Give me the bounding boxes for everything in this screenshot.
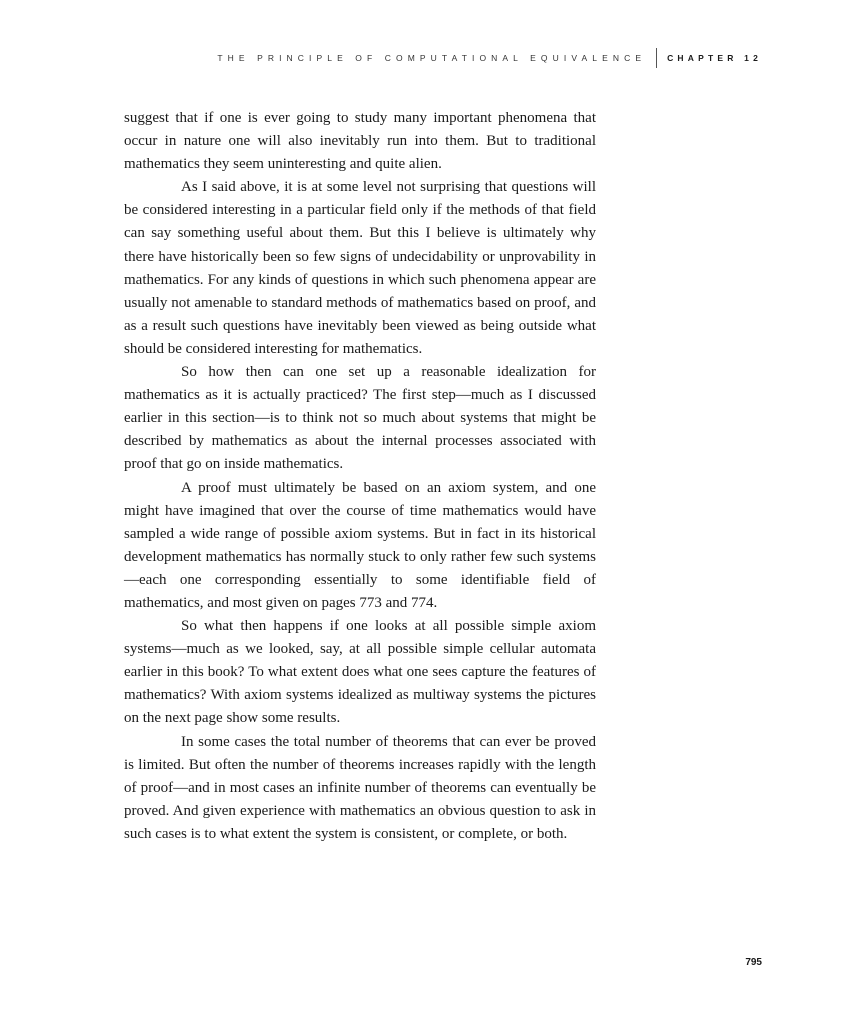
page-number: 795 — [745, 957, 762, 968]
paragraph-3: So how then can one set up a reasonable idealization for mathematics as it is actually practiced? The first step—much as I discussed earlier in this section—is to think not so much about systems that might be described by mathematics as about the internal processes associated with proof that go on inside mathematics. — [124, 364, 596, 473]
paragraph-6: In some cases the total number of theorems that can ever be proved is limited. But often the number of theorems increases rapidly with the length of proof—and in most cases an infinite number of theorems can eventually be proved. And given experience with mathematics an obvious question to ask in such cases is to what extent the system is consistent, or complete, or both. — [124, 733, 596, 842]
book-title: THE PRINCIPLE OF COMPUTATIONAL EQUIVALENCE — [217, 53, 647, 63]
body-text — [124, 107, 596, 846]
header-divider — [656, 48, 657, 68]
paragraph-1: suggest that if one is ever going to study many important phenomena that occur in nature one will also inevitably run into them. But to traditional mathematics they seem uninteresting and quite alien. — [124, 110, 596, 173]
paragraph-4: A proof must ultimately be based on an axiom system, and one might have imagined that over the course of time mathematics would have sampled a wide range of possible axiom systems. But in fact in its historical development mathematics has normally stuck to only rather few such systems—each one corresponding essentially to some identifiable field of mathematics, and most given on pages 773 and 774. — [124, 479, 596, 611]
running-head — [217, 48, 762, 68]
paragraph-5: So what then happens if one looks at all possible simple axiom systems—much as we looked, say, at all possible simple cellular automata earlier in this book? To what extent does what one sees capture the features of mathematics? With axiom systems idealized as multiway systems the pictures on the next page show some results. — [124, 618, 596, 727]
paragraph-2: As I said above, it is at some level not surprising that questions will be considered interesting in a particular field only if the methods of that field can say something useful about them. But this I believe is ultimately why there have historically been so few signs of undecidability or unprovability in mathematics. For any kinds of questions in which such phenomena appear are usually not amenable to standard methods of mathematics based on proof, and as a result such questions have inevitably been viewed as being outside what should be considered interesting for mathematics. — [124, 179, 596, 357]
chapter-label: CHAPTER 12 — [667, 53, 762, 63]
